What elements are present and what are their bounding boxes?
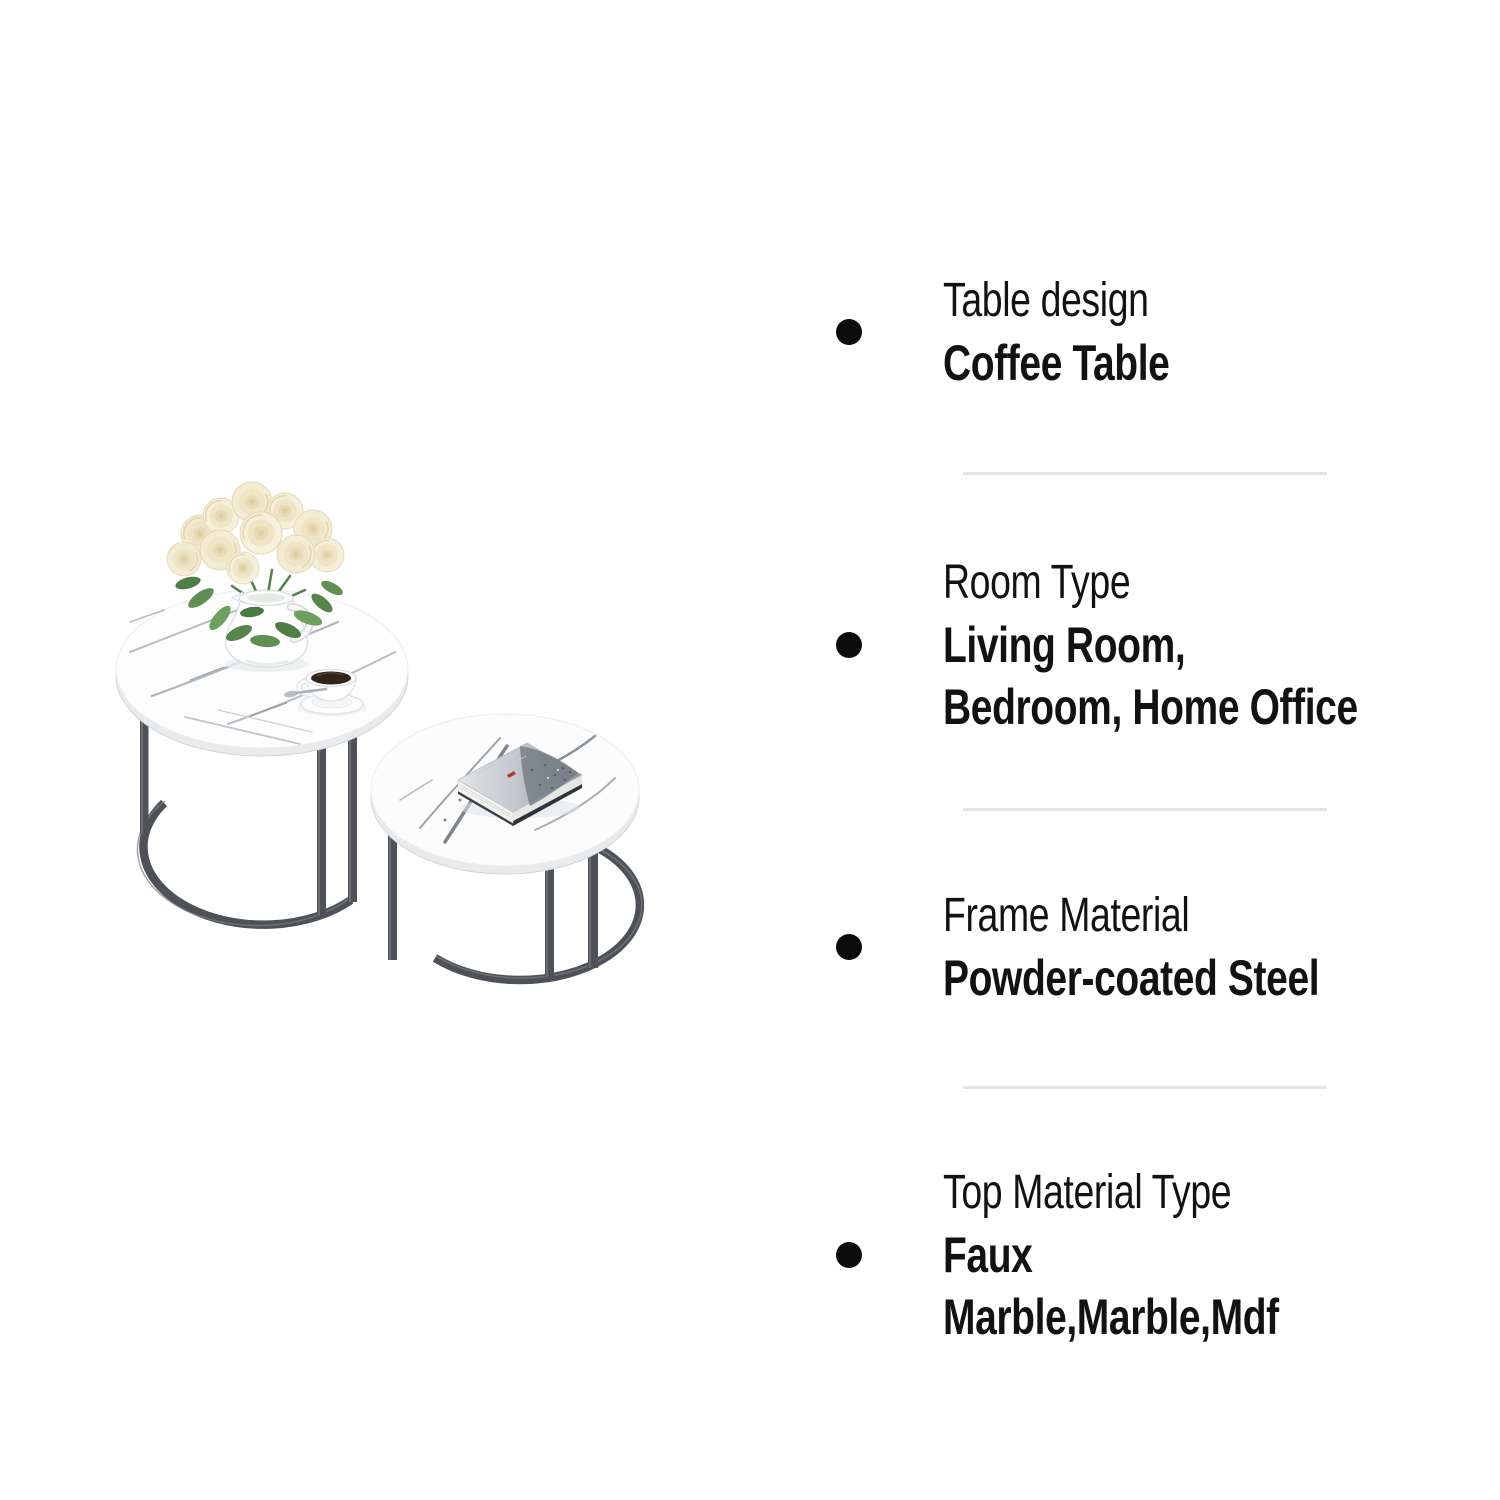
bullet-icon bbox=[836, 1242, 862, 1268]
attribute-value-line: Living Room, bbox=[943, 617, 1186, 673]
divider bbox=[963, 1086, 1327, 1089]
attribute-value-line: Faux bbox=[943, 1227, 1033, 1283]
bullet-icon bbox=[836, 934, 862, 960]
attribute-row-frame-material bbox=[820, 885, 1425, 1009]
attribute-label: Table design bbox=[943, 274, 1149, 327]
bullet-icon bbox=[836, 632, 862, 658]
bullet-icon bbox=[836, 319, 862, 345]
attribute-label: Top Material Type bbox=[943, 1166, 1232, 1219]
attribute-label: Frame Material bbox=[943, 889, 1190, 942]
attribute-value-line: Coffee Table bbox=[943, 335, 1170, 391]
attribute-row-top-material bbox=[820, 1162, 1373, 1348]
attribute-value-line: Powder-coated Steel bbox=[943, 950, 1320, 1006]
divider bbox=[963, 808, 1327, 811]
attribute-value-line: Marble,Marble,Mdf bbox=[943, 1289, 1279, 1345]
attribute-row-table-design bbox=[820, 270, 1233, 394]
attribute-row-room-type bbox=[820, 552, 1475, 738]
attribute-label: Room Type bbox=[943, 556, 1131, 609]
attribute-value-line: Bedroom, Home Office bbox=[943, 679, 1358, 735]
divider bbox=[963, 472, 1327, 475]
